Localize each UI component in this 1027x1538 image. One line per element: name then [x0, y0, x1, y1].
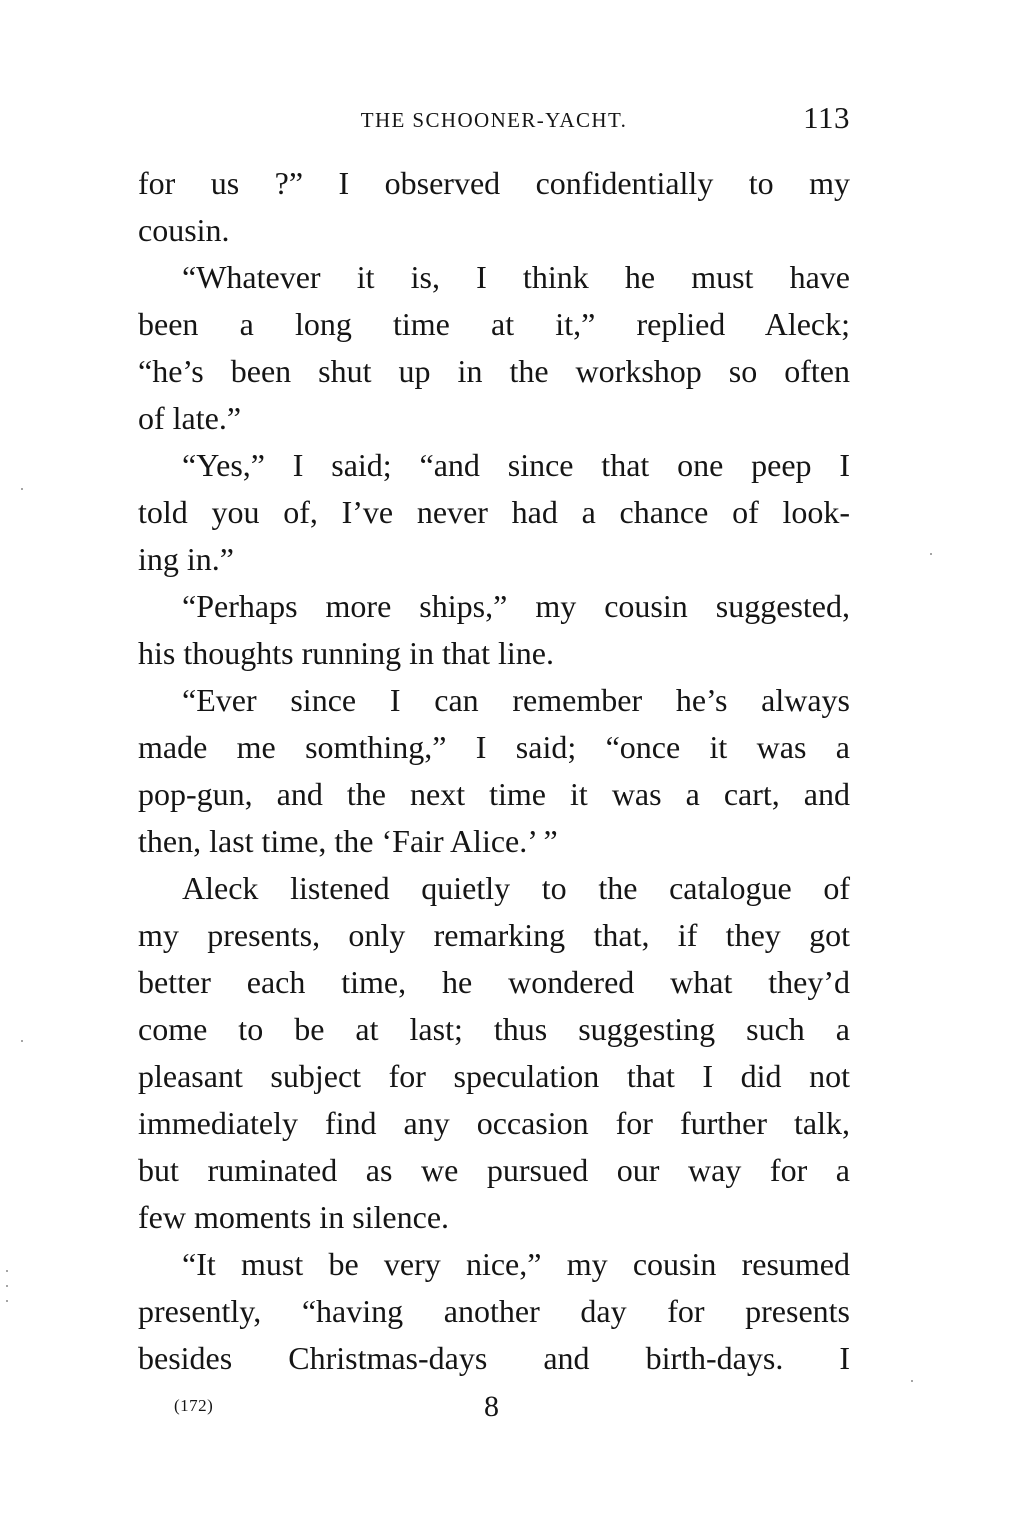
signature-number: 8: [484, 1390, 499, 1423]
text-line: but ruminated as we pursued our way for a: [138, 1152, 850, 1188]
text-line: told you of, I’ve never had a chance of look-: [138, 494, 850, 530]
text-line: better each time, he wondered what they’d: [138, 964, 850, 1000]
text-line: “Yes,” I said; “and since that one peep I: [182, 447, 850, 483]
text-line: “Ever since I can remember he’s always: [182, 682, 850, 718]
text-line: my presents, only remarking that, if they got: [138, 917, 850, 953]
running-head: [138, 100, 850, 140]
text-line: besides Christmas-days and birth-days. I: [138, 1340, 850, 1376]
paper-speck: [6, 1285, 8, 1287]
text-line: immediately find any occasion for further talk,: [138, 1105, 850, 1141]
text-line: come to be at last; thus suggesting such a: [138, 1011, 850, 1047]
text-line: made me somthing,” I said; “once it was a: [138, 729, 850, 765]
signature-mark: (172): [174, 1396, 214, 1415]
text-line: ing in.”: [138, 541, 234, 577]
text-line: cousin.: [138, 212, 230, 248]
text-line: “he’s been shut up in the workshop so often: [138, 353, 850, 389]
text-line: for us ?” I observed confidentially to my: [138, 165, 850, 201]
text-line: presently, “having another day for presents: [138, 1293, 850, 1329]
body-text: [138, 160, 850, 1382]
text-line: “Perhaps more ships,” my cousin suggested,: [182, 588, 850, 624]
page-number: 113: [803, 100, 850, 135]
text-line: few moments in silence.: [138, 1199, 450, 1235]
text-line: then, last time, the ‘Fair Alice.’ ”: [138, 823, 558, 859]
text-line: his thoughts running in that line.: [138, 635, 554, 671]
running-title: THE SCHOONER-YACHT.: [360, 108, 628, 132]
paper-speck: [21, 488, 23, 490]
text-line: “It must be very nice,” my cousin resumed: [182, 1246, 850, 1282]
paper-speck: [6, 1300, 8, 1302]
paper-speck: [21, 1040, 23, 1042]
text-line: pleasant subject for speculation that I did not: [138, 1058, 850, 1094]
text-line: Aleck listened quietly to the catalogue of: [182, 870, 850, 906]
text-line: pop-gun, and the next time it was a cart, and: [138, 776, 850, 812]
page-footer: [138, 1388, 850, 1428]
paper-speck: [930, 553, 932, 555]
paper-speck: [911, 1380, 913, 1382]
text-line: been a long time at it,” replied Aleck;: [138, 306, 850, 342]
paper-speck: [6, 1270, 8, 1272]
text-line: “Whatever it is, I think he must have: [182, 259, 850, 295]
text-line: of late.”: [138, 400, 242, 436]
